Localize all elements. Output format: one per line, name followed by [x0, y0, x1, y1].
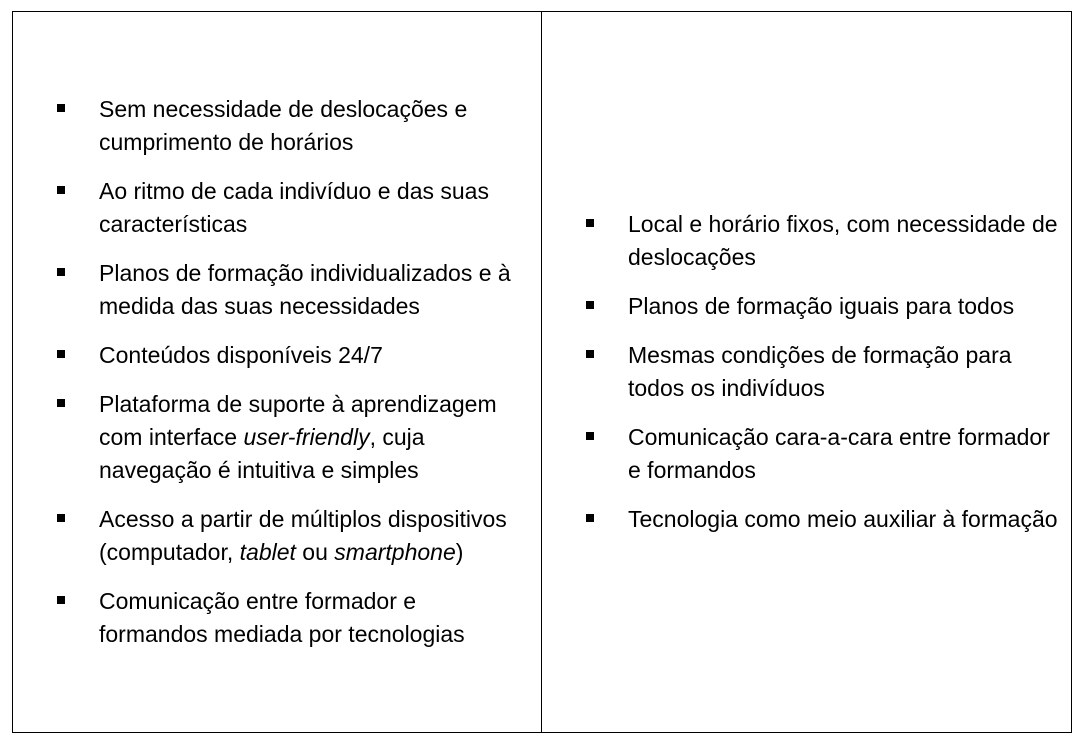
- list-item-text: Local e horário fixos, com necessidade de deslocações: [628, 211, 1058, 270]
- list-item-text: Tecnologia como meio auxiliar à formação: [628, 506, 1058, 532]
- list-item-text: Sem necessidade de deslocações e cumprimento de horários: [99, 96, 468, 155]
- list-item-text: Planos de formação individualizados e à medida das suas necessidades: [99, 260, 511, 319]
- square-bullet-icon: [57, 514, 65, 522]
- list-item-text: Comunicação cara-a-cara entre formador e formandos: [628, 424, 1050, 483]
- square-bullet-icon: [586, 350, 594, 358]
- list-item-text: Ao ritmo de cada indivíduo e das suas características: [99, 178, 489, 237]
- list-item-text: Acesso a partir de múltiplos dispositivos (computador,: [99, 506, 507, 565]
- left-column: [13, 12, 542, 732]
- square-bullet-icon: [57, 268, 65, 276]
- square-bullet-icon: [586, 301, 594, 309]
- list-item: [586, 421, 1061, 487]
- list-item: [586, 290, 1061, 323]
- list-item: [57, 93, 531, 159]
- list-item: [57, 585, 531, 651]
- list-item: [586, 503, 1061, 536]
- square-bullet-icon: [586, 219, 594, 227]
- list-item: [586, 339, 1061, 405]
- list-item-italic-text: smartphone: [334, 539, 456, 565]
- list-item-italic-text: user-friendly: [243, 424, 370, 450]
- square-bullet-icon: [586, 432, 594, 440]
- list-item-text: , cuja navegação é intuitiva e simples: [99, 424, 425, 483]
- right-column: [542, 12, 1071, 732]
- list-item: [57, 503, 531, 569]
- list-item-italic-text: tablet: [239, 539, 296, 565]
- square-bullet-icon: [57, 104, 65, 112]
- list-item-text: Conteúdos disponíveis 24/7: [99, 342, 383, 368]
- square-bullet-icon: [586, 514, 594, 522]
- square-bullet-icon: [57, 399, 65, 407]
- list-item: [57, 339, 531, 372]
- list-item: [57, 257, 531, 323]
- comparison-table: [12, 11, 1072, 733]
- list-item-text: Plataforma de suporte à aprendizagem com interface: [99, 391, 497, 450]
- list-item-text: ou: [295, 539, 335, 565]
- left-bullet-list: [57, 93, 531, 651]
- square-bullet-icon: [57, 186, 65, 194]
- list-item: [57, 388, 531, 487]
- square-bullet-icon: [57, 350, 65, 358]
- list-item-text: Mesmas condições de formação para todos os indivíduos: [628, 342, 1012, 401]
- list-item: [586, 208, 1061, 274]
- list-item-text: Comunicação entre formador e formandos mediada por tecnologias: [99, 588, 465, 647]
- square-bullet-icon: [57, 596, 65, 604]
- list-item-text: ): [455, 539, 464, 565]
- list-item: [57, 175, 531, 241]
- right-bullet-list: [586, 208, 1061, 536]
- list-item-text: Planos de formação iguais para todos: [628, 293, 1015, 319]
